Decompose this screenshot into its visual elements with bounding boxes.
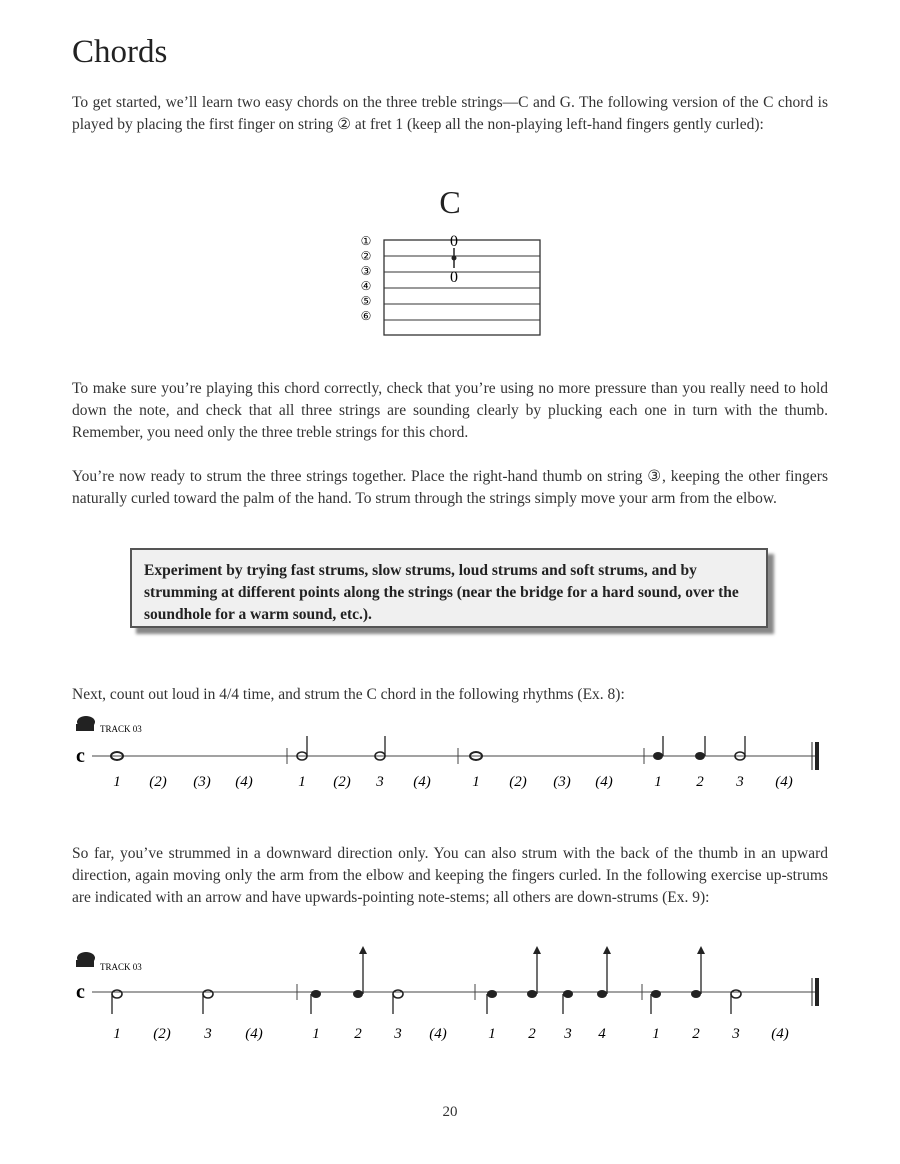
quarter-note [653, 752, 663, 760]
beat-count: 3 [204, 1026, 212, 1042]
exercise-8-intro: Next, count out loud in 4/4 time, and strum the C chord in the following rhythms (Ex. 8): [72, 686, 625, 703]
beat-count: (3) [193, 774, 211, 790]
tip-callout: Experiment by trying fast strums, slow strums, loud strums and soft strums, and by strumming at different points along the strings (near the bridge for a hard sound, over the soundhole for a warm sound, etc.). [130, 548, 768, 628]
beat-count: 3 [732, 1026, 740, 1042]
up-arrow-icon [359, 946, 367, 954]
string-label-6: ⑥ [360, 309, 372, 323]
page-number: 20 [442, 1104, 458, 1120]
time-signature: c [76, 981, 85, 1003]
quarter-note-up-strum [353, 990, 363, 998]
beat-count: 3 [736, 774, 744, 790]
beat-count: (2) [153, 1026, 171, 1042]
beat-count: (4) [429, 1026, 447, 1042]
quarter-note [695, 752, 705, 760]
beat-count: (4) [413, 774, 431, 790]
string-label-2: ② [360, 249, 372, 263]
strum-paragraph: You’re now ready to strum the three strings together. Place the right-hand thumb on string ③, keeping the other fingers naturally curled toward the palm of the hand. To strum through the strings simply move your arm from the elbow. [72, 468, 828, 507]
quarter-note [487, 990, 497, 998]
track-label: TRACK 03 [100, 724, 142, 734]
quarter-note [563, 990, 573, 998]
string-label-1: ① [360, 234, 372, 248]
string-label-5: ⑤ [360, 294, 372, 308]
string-label-3: ③ [360, 264, 372, 278]
string-labels [361, 234, 372, 323]
intro-paragraph: To get started, we’ll learn two easy chords on the three treble strings—C and G. The following version of the C chord is played by placing the first finger on string ② at fret 1 (keep all the non-playing left-hand fingers gently curled): [72, 94, 828, 133]
quarter-note-up-strum [597, 990, 607, 998]
open-string-mark: 0 [450, 233, 458, 250]
exercise-9-intro: So far, you’ve strummed in a downward direction only. You can also strum with the back of the thumb in an upward direction, again moving only the arm from the elbow and keeping the fingers curled. In the following exercise up-strums are indicated with an arrow and have upwards-pointing note-stems; all others are down-strums (Ex. 9): [72, 845, 828, 906]
speaker-icon [76, 716, 95, 731]
beat-count: (4) [235, 774, 253, 790]
finger-dot [452, 256, 457, 261]
quarter-note-up-strum [691, 990, 701, 998]
exercise-8-stave [72, 712, 832, 796]
time-signature: c [76, 745, 85, 767]
string-label-4: ④ [360, 279, 372, 293]
speaker-icon [76, 952, 95, 967]
beat-count: 3 [376, 774, 384, 790]
half-note [203, 990, 213, 998]
beat-count: (4) [245, 1026, 263, 1042]
beat-count: 1 [298, 774, 306, 790]
beat-count: 1 [113, 774, 121, 790]
beat-count: (4) [771, 1026, 789, 1042]
beat-count: (4) [595, 774, 613, 790]
beat-count: (2) [149, 774, 167, 790]
exercise-9-stave [72, 946, 832, 1050]
beat-count: (3) [553, 774, 571, 790]
quarter-note-up-strum [527, 990, 537, 998]
half-note [731, 990, 741, 998]
check-paragraph: To make sure you’re playing this chord correctly, check that you’re using no more pressure than you really need to hold down the note, and check that all three strings are sounding clearly by plucking each one in turn with the thumb. Remember, you need only the three treble strings for this chord. [72, 380, 828, 441]
quarter-note [311, 990, 321, 998]
beat-count: (2) [333, 774, 351, 790]
track-label: TRACK 03 [100, 962, 142, 972]
beat-count: 3 [394, 1026, 402, 1042]
beat-count: 2 [528, 1026, 536, 1042]
open-string-mark: 0 [450, 269, 458, 286]
beat-count: 1 [654, 774, 662, 790]
quarter-note [651, 990, 661, 998]
chord-name: C [439, 184, 461, 220]
half-note [393, 990, 403, 998]
beat-count: 1 [312, 1026, 320, 1042]
page-heading: Chords [72, 34, 168, 70]
beat-count: (4) [775, 774, 793, 790]
half-note [112, 990, 122, 998]
beat-count: (2) [509, 774, 527, 790]
beat-count: 2 [692, 1026, 700, 1042]
chord-diagram [348, 228, 548, 344]
beat-count: 1 [113, 1026, 121, 1042]
up-arrow-icon [533, 946, 541, 954]
beat-count: 1 [652, 1026, 660, 1042]
up-arrow-icon [603, 946, 611, 954]
beat-count: 1 [472, 774, 480, 790]
up-arrow-icon [697, 946, 705, 954]
beat-count: 2 [696, 774, 704, 790]
beat-count: 4 [598, 1026, 606, 1042]
beat-count: 1 [488, 1026, 496, 1042]
beat-count: 3 [564, 1026, 572, 1042]
beat-count: 2 [354, 1026, 362, 1042]
